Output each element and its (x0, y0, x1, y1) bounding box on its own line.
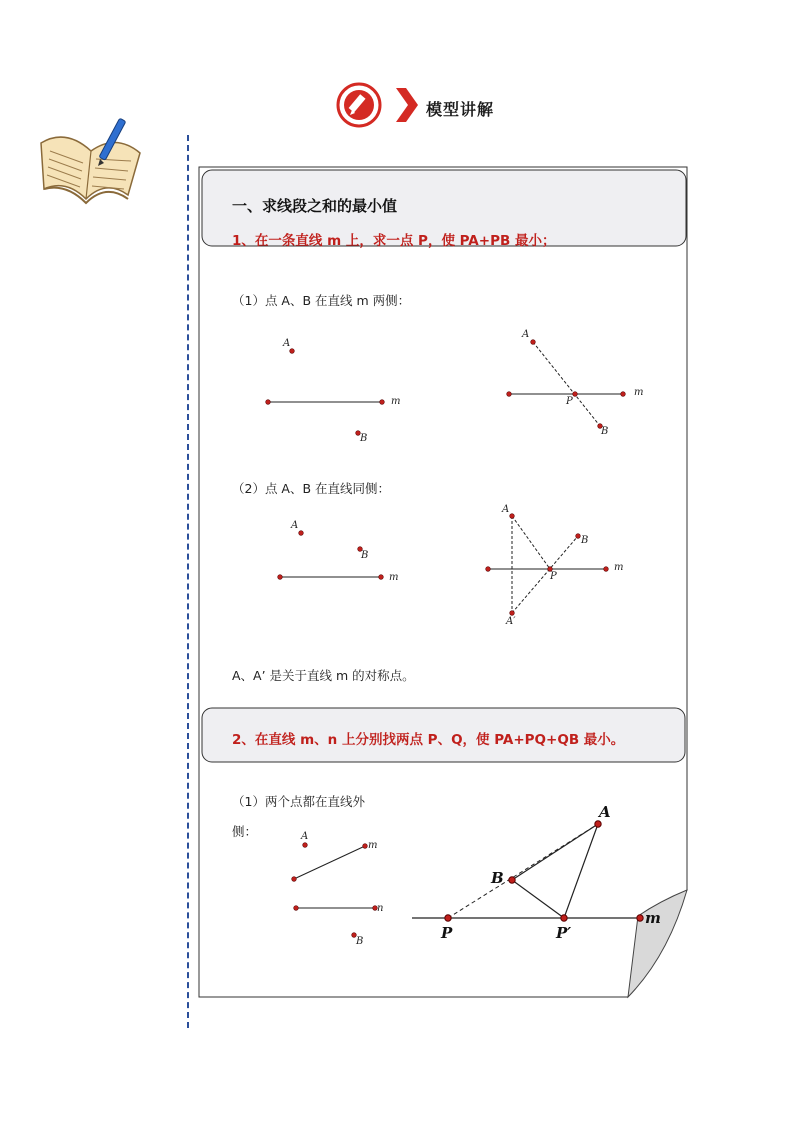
case1-right-diagram (507, 340, 626, 429)
point-b (576, 534, 581, 539)
label-b: B (491, 869, 504, 887)
label-a: A (502, 504, 510, 515)
label-b: B (360, 433, 368, 444)
line-end-point (637, 915, 643, 921)
section2-case1-line1: （1）两个点都在直线外 (232, 794, 365, 809)
label-p: P (550, 571, 557, 582)
section2-left-diagram (292, 843, 378, 938)
label-p: P (566, 396, 573, 407)
label-a: A (301, 831, 309, 842)
case2-right-diagram (486, 514, 609, 616)
point-b (509, 877, 515, 883)
point-a (531, 340, 536, 345)
label-b: B (361, 550, 369, 561)
point-a (303, 843, 308, 848)
label-a: A (283, 338, 291, 349)
point-p (445, 915, 451, 921)
section1-problem: 1、在一条直线 m 上，求一点 P，使 PA+PB 最小； (232, 233, 556, 249)
section1-title: 一、求线段之和的最小值 (232, 197, 398, 215)
label-m: m (389, 572, 399, 583)
label-p-prime: P′ (556, 924, 572, 942)
label-m: m (368, 840, 378, 851)
case2-text: （2）点 A、B 在直线同侧： (232, 481, 391, 496)
section2-problem: 2、在直线 m、n 上分别找两点 P、Q，使 PA+PQ+QB 最小。 (232, 732, 625, 748)
label-m: m (645, 909, 661, 927)
label-m: m (614, 562, 624, 573)
line-end-point (380, 400, 385, 405)
label-a: A (522, 329, 530, 340)
label-a-prime: A′ (506, 616, 516, 627)
section2-right-diagram (412, 821, 643, 921)
point-a (595, 821, 601, 827)
symmetric-note: A、A’ 是关于直线 m 的对称点。 (232, 668, 415, 683)
label-b: B (601, 426, 609, 437)
label-b: B (581, 535, 589, 546)
label-m: m (634, 387, 644, 398)
point-a (290, 349, 295, 354)
point-a (510, 514, 515, 519)
label-a: A (599, 803, 611, 821)
label-b: B (356, 936, 364, 947)
point-a (299, 531, 304, 536)
label-m: m (391, 396, 401, 407)
label-p: P (441, 924, 453, 942)
point-p-prime (561, 915, 567, 921)
label-a: A (291, 520, 299, 531)
case1-left-diagram (266, 349, 385, 436)
point-a-prime (510, 611, 515, 616)
label-n: n (377, 903, 384, 914)
point-p (573, 392, 578, 397)
line-end-point (266, 400, 271, 405)
section2-case1-line2: 侧： (232, 824, 258, 839)
section-header-title: 模型讲解 (426, 100, 495, 119)
case1-text: （1）点 A、B 在直线 m 两侧： (232, 293, 411, 308)
